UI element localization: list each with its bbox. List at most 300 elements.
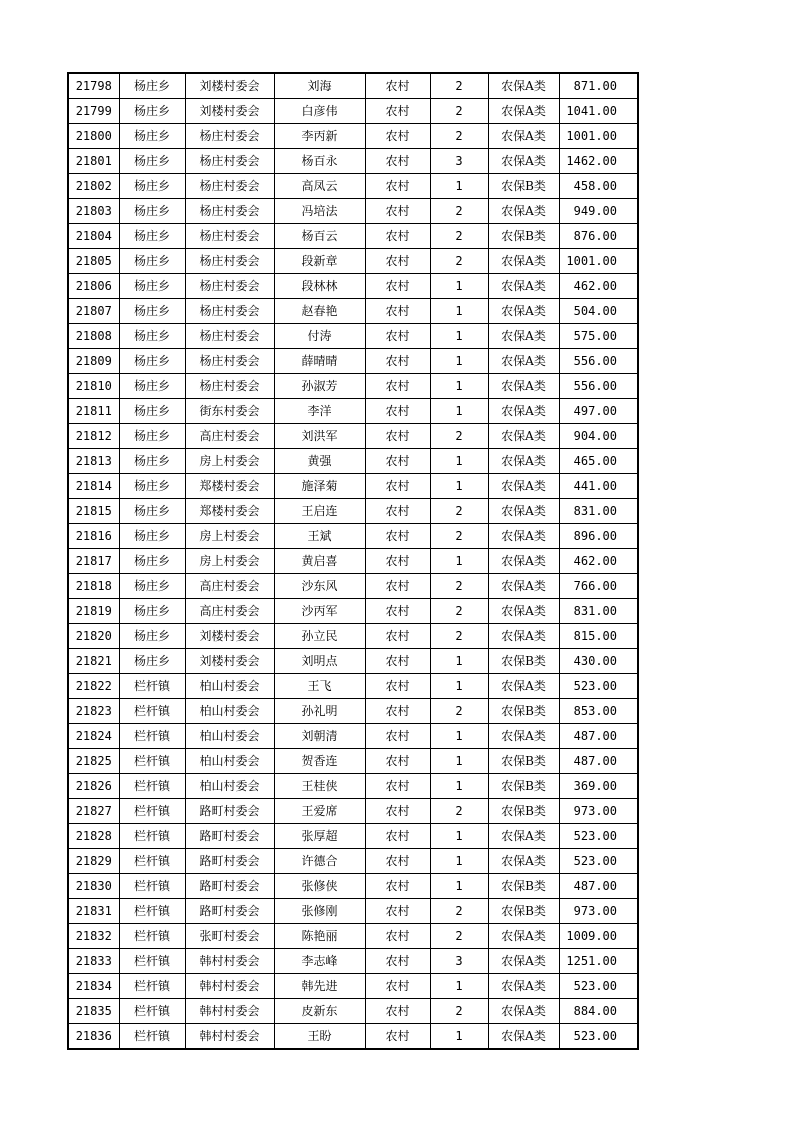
- name-cell: 杨百永: [274, 149, 365, 174]
- name-cell: 皮新东: [274, 999, 365, 1024]
- village-cell: 高庄村委会: [185, 424, 274, 449]
- category-cell: 农保A类: [488, 449, 559, 474]
- family-size-cell: 1: [430, 399, 488, 424]
- household-type-cell: 农村: [365, 449, 430, 474]
- household-type-cell: 农村: [365, 299, 430, 324]
- amount-cell: 556.00: [559, 374, 638, 399]
- category-cell: 农保B类: [488, 174, 559, 199]
- household-type-cell: 农村: [365, 674, 430, 699]
- record-id-cell: 21828: [68, 824, 119, 849]
- family-size-cell: 1: [430, 849, 488, 874]
- township-cell: 杨庄乡: [119, 524, 185, 549]
- household-type-cell: 农村: [365, 999, 430, 1024]
- household-type-cell: 农村: [365, 224, 430, 249]
- family-size-cell: 2: [430, 524, 488, 549]
- village-cell: 张町村委会: [185, 924, 274, 949]
- category-cell: 农保A类: [488, 849, 559, 874]
- township-cell: 杨庄乡: [119, 199, 185, 224]
- table-body: [68, 73, 638, 1049]
- amount-cell: 1251.00: [559, 949, 638, 974]
- family-size-cell: 1: [430, 1024, 488, 1050]
- category-cell: 农保A类: [488, 624, 559, 649]
- family-size-cell: 1: [430, 299, 488, 324]
- family-size-cell: 1: [430, 449, 488, 474]
- village-cell: 房上村委会: [185, 549, 274, 574]
- family-size-cell: 2: [430, 599, 488, 624]
- household-type-cell: 农村: [365, 549, 430, 574]
- table-row: [68, 724, 638, 749]
- record-id-cell: 21827: [68, 799, 119, 824]
- township-cell: 栏杆镇: [119, 924, 185, 949]
- amount-cell: 1001.00: [559, 124, 638, 149]
- table-row: [68, 824, 638, 849]
- table-row: [68, 574, 638, 599]
- category-cell: 农保A类: [488, 99, 559, 124]
- village-cell: 刘楼村委会: [185, 624, 274, 649]
- village-cell: 郑楼村委会: [185, 474, 274, 499]
- category-cell: 农保B类: [488, 799, 559, 824]
- village-cell: 韩村村委会: [185, 974, 274, 999]
- household-type-cell: 农村: [365, 274, 430, 299]
- amount-cell: 430.00: [559, 649, 638, 674]
- table-row: [68, 149, 638, 174]
- family-size-cell: 2: [430, 499, 488, 524]
- household-type-cell: 农村: [365, 99, 430, 124]
- amount-cell: 1462.00: [559, 149, 638, 174]
- amount-cell: 831.00: [559, 499, 638, 524]
- township-cell: 杨庄乡: [119, 174, 185, 199]
- township-cell: 杨庄乡: [119, 449, 185, 474]
- family-size-cell: 3: [430, 149, 488, 174]
- family-size-cell: 2: [430, 224, 488, 249]
- family-size-cell: 2: [430, 924, 488, 949]
- table-row: [68, 399, 638, 424]
- amount-cell: 523.00: [559, 1024, 638, 1050]
- record-id-cell: 21821: [68, 649, 119, 674]
- township-cell: 栏杆镇: [119, 874, 185, 899]
- category-cell: 农保B类: [488, 224, 559, 249]
- name-cell: 沙丙军: [274, 599, 365, 624]
- category-cell: 农保B类: [488, 749, 559, 774]
- village-cell: 韩村村委会: [185, 999, 274, 1024]
- household-type-cell: 农村: [365, 974, 430, 999]
- family-size-cell: 1: [430, 374, 488, 399]
- table-row: [68, 299, 638, 324]
- category-cell: 农保A类: [488, 824, 559, 849]
- township-cell: 栏杆镇: [119, 899, 185, 924]
- name-cell: 王启连: [274, 499, 365, 524]
- village-cell: 杨庄村委会: [185, 374, 274, 399]
- village-cell: 杨庄村委会: [185, 124, 274, 149]
- name-cell: 杨百云: [274, 224, 365, 249]
- table-row: [68, 624, 638, 649]
- record-id-cell: 21813: [68, 449, 119, 474]
- family-size-cell: 1: [430, 749, 488, 774]
- table-row: [68, 774, 638, 799]
- amount-cell: 497.00: [559, 399, 638, 424]
- village-cell: 刘楼村委会: [185, 73, 274, 99]
- record-id-cell: 21815: [68, 499, 119, 524]
- household-type-cell: 农村: [365, 124, 430, 149]
- category-cell: 农保A类: [488, 399, 559, 424]
- family-size-cell: 1: [430, 549, 488, 574]
- category-cell: 农保A类: [488, 199, 559, 224]
- table-row: [68, 474, 638, 499]
- category-cell: 农保B类: [488, 899, 559, 924]
- record-id-cell: 21832: [68, 924, 119, 949]
- table-row: [68, 274, 638, 299]
- township-cell: 杨庄乡: [119, 349, 185, 374]
- amount-cell: 462.00: [559, 549, 638, 574]
- village-cell: 杨庄村委会: [185, 324, 274, 349]
- table-row: [68, 924, 638, 949]
- name-cell: 段新章: [274, 249, 365, 274]
- category-cell: 农保A类: [488, 999, 559, 1024]
- table-row: [68, 874, 638, 899]
- household-type-cell: 农村: [365, 499, 430, 524]
- amount-cell: 487.00: [559, 874, 638, 899]
- table-row: [68, 649, 638, 674]
- township-cell: 杨庄乡: [119, 499, 185, 524]
- table-row: [68, 374, 638, 399]
- household-type-cell: 农村: [365, 924, 430, 949]
- village-cell: 郑楼村委会: [185, 499, 274, 524]
- name-cell: 黄启喜: [274, 549, 365, 574]
- family-size-cell: 1: [430, 824, 488, 849]
- township-cell: 栏杆镇: [119, 1024, 185, 1050]
- name-cell: 黄强: [274, 449, 365, 474]
- table-row: [68, 949, 638, 974]
- household-type-cell: 农村: [365, 374, 430, 399]
- amount-cell: 831.00: [559, 599, 638, 624]
- household-type-cell: 农村: [365, 749, 430, 774]
- township-cell: 杨庄乡: [119, 249, 185, 274]
- table-row: [68, 749, 638, 774]
- name-cell: 赵春艳: [274, 299, 365, 324]
- amount-cell: 458.00: [559, 174, 638, 199]
- name-cell: 陈艳丽: [274, 924, 365, 949]
- household-type-cell: 农村: [365, 424, 430, 449]
- amount-cell: 896.00: [559, 524, 638, 549]
- category-cell: 农保A类: [488, 424, 559, 449]
- name-cell: 王盼: [274, 1024, 365, 1050]
- village-cell: 路町村委会: [185, 849, 274, 874]
- village-cell: 杨庄村委会: [185, 149, 274, 174]
- table-row: [68, 249, 638, 274]
- record-id-cell: 21831: [68, 899, 119, 924]
- township-cell: 杨庄乡: [119, 73, 185, 99]
- name-cell: 韩先进: [274, 974, 365, 999]
- name-cell: 王爱席: [274, 799, 365, 824]
- category-cell: 农保A类: [488, 149, 559, 174]
- village-cell: 韩村村委会: [185, 949, 274, 974]
- family-size-cell: 1: [430, 974, 488, 999]
- table-row: [68, 799, 638, 824]
- table-row: [68, 549, 638, 574]
- household-type-cell: 农村: [365, 349, 430, 374]
- family-size-cell: 1: [430, 474, 488, 499]
- household-type-cell: 农村: [365, 73, 430, 99]
- township-cell: 杨庄乡: [119, 149, 185, 174]
- amount-cell: 1041.00: [559, 99, 638, 124]
- table-row: [68, 449, 638, 474]
- amount-cell: 523.00: [559, 849, 638, 874]
- household-type-cell: 农村: [365, 874, 430, 899]
- village-cell: 柏山村委会: [185, 724, 274, 749]
- household-type-cell: 农村: [365, 724, 430, 749]
- name-cell: 刘明点: [274, 649, 365, 674]
- township-cell: 栏杆镇: [119, 774, 185, 799]
- table-row: [68, 599, 638, 624]
- township-cell: 杨庄乡: [119, 124, 185, 149]
- village-cell: 杨庄村委会: [185, 299, 274, 324]
- township-cell: 栏杆镇: [119, 674, 185, 699]
- village-cell: 柏山村委会: [185, 674, 274, 699]
- village-cell: 柏山村委会: [185, 699, 274, 724]
- family-size-cell: 2: [430, 73, 488, 99]
- name-cell: 王桂侠: [274, 774, 365, 799]
- record-id-cell: 21809: [68, 349, 119, 374]
- name-cell: 刘海: [274, 73, 365, 99]
- village-cell: 杨庄村委会: [185, 199, 274, 224]
- name-cell: 薛晴晴: [274, 349, 365, 374]
- name-cell: 施泽菊: [274, 474, 365, 499]
- category-cell: 农保A类: [488, 949, 559, 974]
- township-cell: 杨庄乡: [119, 624, 185, 649]
- amount-cell: 487.00: [559, 724, 638, 749]
- record-id-cell: 21829: [68, 849, 119, 874]
- township-cell: 杨庄乡: [119, 424, 185, 449]
- family-size-cell: 1: [430, 349, 488, 374]
- township-cell: 栏杆镇: [119, 949, 185, 974]
- category-cell: 农保A类: [488, 524, 559, 549]
- amount-cell: 462.00: [559, 274, 638, 299]
- relief-roster-table: [67, 72, 639, 1050]
- family-size-cell: 2: [430, 999, 488, 1024]
- family-size-cell: 2: [430, 249, 488, 274]
- township-cell: 杨庄乡: [119, 224, 185, 249]
- category-cell: 农保A类: [488, 549, 559, 574]
- village-cell: 路町村委会: [185, 799, 274, 824]
- category-cell: 农保A类: [488, 324, 559, 349]
- township-cell: 杨庄乡: [119, 299, 185, 324]
- category-cell: 农保A类: [488, 924, 559, 949]
- category-cell: 农保A类: [488, 574, 559, 599]
- record-id-cell: 21833: [68, 949, 119, 974]
- record-id-cell: 21824: [68, 724, 119, 749]
- name-cell: 刘洪军: [274, 424, 365, 449]
- record-id-cell: 21802: [68, 174, 119, 199]
- record-id-cell: 21825: [68, 749, 119, 774]
- township-cell: 栏杆镇: [119, 699, 185, 724]
- village-cell: 路町村委会: [185, 874, 274, 899]
- township-cell: 栏杆镇: [119, 849, 185, 874]
- household-type-cell: 农村: [365, 324, 430, 349]
- name-cell: 刘朝清: [274, 724, 365, 749]
- name-cell: 贺香连: [274, 749, 365, 774]
- family-size-cell: 1: [430, 174, 488, 199]
- household-type-cell: 农村: [365, 524, 430, 549]
- name-cell: 李志峰: [274, 949, 365, 974]
- amount-cell: 504.00: [559, 299, 638, 324]
- category-cell: 农保A类: [488, 724, 559, 749]
- category-cell: 农保A类: [488, 499, 559, 524]
- township-cell: 杨庄乡: [119, 574, 185, 599]
- household-type-cell: 农村: [365, 574, 430, 599]
- record-id-cell: 21819: [68, 599, 119, 624]
- family-size-cell: 1: [430, 874, 488, 899]
- record-id-cell: 21811: [68, 399, 119, 424]
- township-cell: 杨庄乡: [119, 649, 185, 674]
- village-cell: 柏山村委会: [185, 749, 274, 774]
- household-type-cell: 农村: [365, 174, 430, 199]
- record-id-cell: 21800: [68, 124, 119, 149]
- record-id-cell: 21814: [68, 474, 119, 499]
- amount-cell: 487.00: [559, 749, 638, 774]
- table-row: [68, 324, 638, 349]
- name-cell: 冯培法: [274, 199, 365, 224]
- record-id-cell: 21806: [68, 274, 119, 299]
- village-cell: 杨庄村委会: [185, 349, 274, 374]
- table-row: [68, 424, 638, 449]
- record-id-cell: 21836: [68, 1024, 119, 1050]
- amount-cell: 523.00: [559, 974, 638, 999]
- amount-cell: 523.00: [559, 824, 638, 849]
- record-id-cell: 21810: [68, 374, 119, 399]
- household-type-cell: 农村: [365, 199, 430, 224]
- household-type-cell: 农村: [365, 849, 430, 874]
- household-type-cell: 农村: [365, 624, 430, 649]
- amount-cell: 575.00: [559, 324, 638, 349]
- village-cell: 柏山村委会: [185, 774, 274, 799]
- table-row: [68, 174, 638, 199]
- category-cell: 农保B类: [488, 774, 559, 799]
- category-cell: 农保A类: [488, 374, 559, 399]
- household-type-cell: 农村: [365, 149, 430, 174]
- amount-cell: 949.00: [559, 199, 638, 224]
- category-cell: 农保A类: [488, 274, 559, 299]
- village-cell: 杨庄村委会: [185, 224, 274, 249]
- village-cell: 路町村委会: [185, 824, 274, 849]
- township-cell: 杨庄乡: [119, 274, 185, 299]
- record-id-cell: 21823: [68, 699, 119, 724]
- household-type-cell: 农村: [365, 774, 430, 799]
- name-cell: 段林林: [274, 274, 365, 299]
- household-type-cell: 农村: [365, 399, 430, 424]
- record-id-cell: 21807: [68, 299, 119, 324]
- record-id-cell: 21798: [68, 73, 119, 99]
- village-cell: 刘楼村委会: [185, 649, 274, 674]
- township-cell: 杨庄乡: [119, 549, 185, 574]
- amount-cell: 876.00: [559, 224, 638, 249]
- record-id-cell: 21804: [68, 224, 119, 249]
- family-size-cell: 1: [430, 774, 488, 799]
- category-cell: 农保B类: [488, 874, 559, 899]
- family-size-cell: 2: [430, 699, 488, 724]
- record-id-cell: 21812: [68, 424, 119, 449]
- table-row: [68, 499, 638, 524]
- household-type-cell: 农村: [365, 649, 430, 674]
- record-id-cell: 21808: [68, 324, 119, 349]
- record-id-cell: 21834: [68, 974, 119, 999]
- name-cell: 付涛: [274, 324, 365, 349]
- family-size-cell: 2: [430, 99, 488, 124]
- household-type-cell: 农村: [365, 799, 430, 824]
- name-cell: 张修刚: [274, 899, 365, 924]
- table-row: [68, 1024, 638, 1050]
- township-cell: 杨庄乡: [119, 99, 185, 124]
- record-id-cell: 21805: [68, 249, 119, 274]
- category-cell: 农保A类: [488, 599, 559, 624]
- family-size-cell: 2: [430, 624, 488, 649]
- family-size-cell: 1: [430, 674, 488, 699]
- amount-cell: 369.00: [559, 774, 638, 799]
- amount-cell: 853.00: [559, 699, 638, 724]
- village-cell: 路町村委会: [185, 899, 274, 924]
- village-cell: 高庄村委会: [185, 574, 274, 599]
- table-row: [68, 899, 638, 924]
- family-size-cell: 2: [430, 574, 488, 599]
- table-row: [68, 199, 638, 224]
- record-id-cell: 21801: [68, 149, 119, 174]
- family-size-cell: 2: [430, 799, 488, 824]
- category-cell: 农保A类: [488, 249, 559, 274]
- family-size-cell: 1: [430, 649, 488, 674]
- household-type-cell: 农村: [365, 474, 430, 499]
- record-id-cell: 21822: [68, 674, 119, 699]
- household-type-cell: 农村: [365, 949, 430, 974]
- name-cell: 李洋: [274, 399, 365, 424]
- family-size-cell: 2: [430, 199, 488, 224]
- amount-cell: 973.00: [559, 799, 638, 824]
- township-cell: 栏杆镇: [119, 999, 185, 1024]
- record-id-cell: 21799: [68, 99, 119, 124]
- table-row: [68, 349, 638, 374]
- category-cell: 农保A类: [488, 974, 559, 999]
- amount-cell: 973.00: [559, 899, 638, 924]
- amount-cell: 556.00: [559, 349, 638, 374]
- household-type-cell: 农村: [365, 699, 430, 724]
- township-cell: 杨庄乡: [119, 599, 185, 624]
- township-cell: 杨庄乡: [119, 474, 185, 499]
- record-id-cell: 21817: [68, 549, 119, 574]
- name-cell: 王飞: [274, 674, 365, 699]
- record-id-cell: 21816: [68, 524, 119, 549]
- category-cell: 农保A类: [488, 73, 559, 99]
- name-cell: 张修侠: [274, 874, 365, 899]
- record-id-cell: 21830: [68, 874, 119, 899]
- category-cell: 农保B类: [488, 649, 559, 674]
- category-cell: 农保A类: [488, 349, 559, 374]
- table-row: [68, 999, 638, 1024]
- category-cell: 农保A类: [488, 299, 559, 324]
- household-type-cell: 农村: [365, 1024, 430, 1050]
- village-cell: 杨庄村委会: [185, 174, 274, 199]
- name-cell: 李丙新: [274, 124, 365, 149]
- name-cell: 高凤云: [274, 174, 365, 199]
- record-id-cell: 21835: [68, 999, 119, 1024]
- household-type-cell: 农村: [365, 599, 430, 624]
- township-cell: 栏杆镇: [119, 799, 185, 824]
- record-id-cell: 21820: [68, 624, 119, 649]
- record-id-cell: 21803: [68, 199, 119, 224]
- township-cell: 栏杆镇: [119, 974, 185, 999]
- household-type-cell: 农村: [365, 824, 430, 849]
- township-cell: 杨庄乡: [119, 324, 185, 349]
- name-cell: 沙东风: [274, 574, 365, 599]
- township-cell: 杨庄乡: [119, 374, 185, 399]
- village-cell: 高庄村委会: [185, 599, 274, 624]
